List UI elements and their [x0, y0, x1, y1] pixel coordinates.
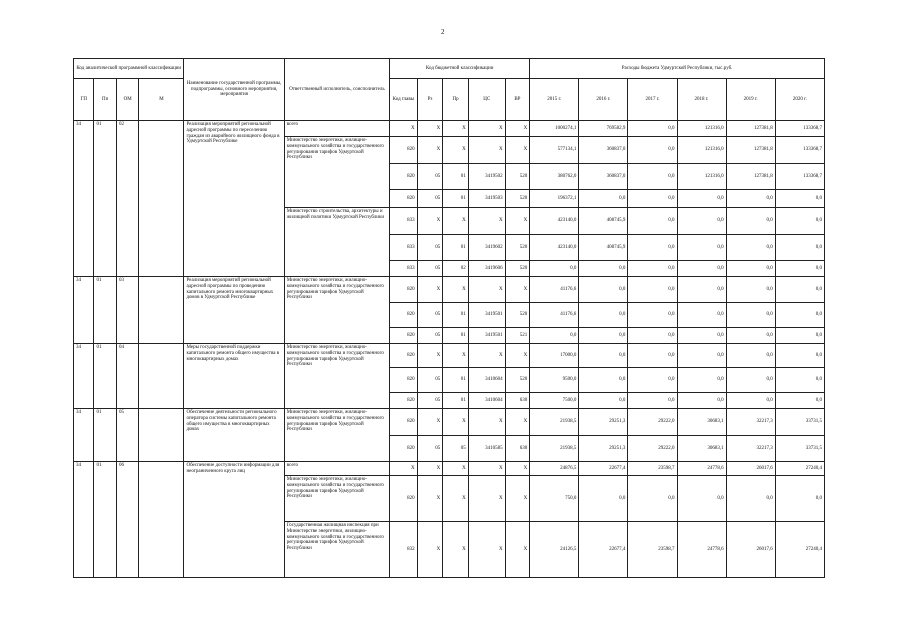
cell-amount-2018: 0,0: [677, 235, 726, 261]
code-m: [139, 462, 184, 578]
cell-cs: 3410604: [468, 393, 505, 409]
cell-amount-2016: 0,0: [579, 476, 628, 522]
cell-amount-2018: 121316,0: [677, 137, 726, 164]
cell-vr: X: [505, 476, 530, 522]
cell-amount-2019: 0,0: [726, 190, 775, 208]
cell-amount-2017: 0,0: [628, 137, 677, 164]
cell-amount-2017: 0,0: [628, 121, 677, 137]
cell-amount-2019: 0,0: [726, 476, 775, 522]
cell-cs: 3419501: [468, 303, 505, 328]
code-pp: 01: [94, 121, 117, 277]
code-gp: 34: [74, 277, 94, 344]
cell-amount-2017: 0,0: [628, 261, 677, 277]
code-pp: 01: [94, 277, 117, 344]
cell-amount-2018: 24778,6: [677, 522, 726, 578]
cell-cs: 3419503: [468, 190, 505, 208]
cell-pr: 05: [443, 436, 469, 462]
responsible-executor: Министерство энергетики, жилищно-коммунального хозяйства и государственного регулирования тарифов Удмуртской Республики: [284, 476, 389, 522]
cell-amount-2018: 30683,1: [677, 436, 726, 462]
cell-kod-glavy: 820: [390, 277, 418, 303]
cell-amount-2017: 29222,0: [628, 409, 677, 436]
cell-amount-2020: 133368,7: [775, 121, 824, 137]
cell-vr: 520: [505, 190, 530, 208]
cell-amount-2015: 0,0: [530, 328, 579, 344]
responsible-executor: Министерство энергетики, жилищно-коммунального хозяйства и государственного регулирования тарифов Удмуртской Республики: [284, 137, 389, 208]
code-m: [139, 121, 184, 277]
responsible-executor: Министерство строительства, архитектуры и жилищной политики Удмуртской Республики: [284, 208, 389, 277]
cell-amount-2015: 380762,0: [530, 164, 579, 190]
cell-amount-2020: 0,0: [775, 328, 824, 344]
cell-rz: X: [417, 476, 443, 522]
cell-amount-2018: 24778,6: [677, 462, 726, 476]
header-program-name: Наименование государственной программы, подпрограммы, основного мероприятия, мероприятия: [184, 59, 284, 121]
responsible-executor: Министерство энергетики, жилищно-коммунального хозяйства и государственного регулирования тарифов Удмуртской Республики: [284, 409, 389, 462]
cell-kod-glavy: 820: [390, 137, 418, 164]
code-gp: 34: [74, 462, 94, 578]
program-name: Реализация мероприятий региональной адресной программы по проведению капитального ремонта многоквартирных домов в Удмуртской Республике: [184, 277, 284, 344]
cell-amount-2015: 9500,0: [530, 368, 579, 393]
cell-amount-2018: 0,0: [677, 277, 726, 303]
cell-pr: 01: [443, 393, 469, 409]
header-col-m: М: [139, 79, 184, 121]
code-gp: 34: [74, 344, 94, 409]
cell-rz: X: [417, 462, 443, 476]
cell-amount-2016: 22677,4: [579, 462, 628, 476]
cell-kod-glavy: 820: [390, 190, 418, 208]
header-analytic-code: Код аналитической программной классификации: [74, 59, 184, 79]
cell-kod-glavy: 820: [390, 476, 418, 522]
cell-amount-2015: 423140,0: [530, 208, 579, 235]
cell-rz: 05: [417, 368, 443, 393]
cell-amount-2017: 0,0: [628, 164, 677, 190]
cell-rz: X: [417, 344, 443, 368]
cell-amount-2016: 360837,0: [579, 137, 628, 164]
cell-rz: 05: [417, 235, 443, 261]
cell-vr: X: [505, 522, 530, 578]
cell-amount-2020: 133368,7: [775, 164, 824, 190]
page-number: 2: [441, 28, 445, 36]
cell-amount-2020: 0,0: [775, 235, 824, 261]
cell-rz: X: [417, 121, 443, 137]
cell-amount-2019: 0,0: [726, 235, 775, 261]
cell-amount-2016: 0,0: [579, 393, 628, 409]
cell-kod-glavy: 833: [390, 261, 418, 277]
cell-amount-2015: 24126,5: [530, 522, 579, 578]
cell-cs: X: [468, 121, 505, 137]
cell-pr: X: [443, 121, 469, 137]
cell-amount-2015: 21938,5: [530, 436, 579, 462]
header-expenses: Расходы бюджета Удмуртской Республики, тыс.руб.: [530, 59, 825, 79]
cell-amount-2020: 133368,7: [775, 137, 824, 164]
cell-amount-2019: 0,0: [726, 208, 775, 235]
cell-amount-2020: 0,0: [775, 393, 824, 409]
cell-rz: X: [417, 409, 443, 436]
program-name: Обеспечение деятельности регионального оператора системы капитального ремонта общего имущества в многоквартирных домах: [184, 409, 284, 462]
program-name: Обеспечение доступности информации для неограниченного круга лиц: [184, 462, 284, 578]
header-col-pr: Пр: [443, 79, 469, 121]
cell-amount-2018: 0,0: [677, 328, 726, 344]
header-col-gp: ГП: [74, 79, 94, 121]
cell-amount-2020: 0,0: [775, 208, 824, 235]
cell-cs: 3410585: [468, 436, 505, 462]
cell-amount-2015: 196372,1: [530, 190, 579, 208]
cell-amount-2016: 22677,4: [579, 522, 628, 578]
responsible-executor: всего: [284, 462, 389, 476]
cell-kod-glavy: 820: [390, 409, 418, 436]
cell-amount-2015: 1000274,1: [530, 121, 579, 137]
cell-amount-2018: 0,0: [677, 190, 726, 208]
code-om: 05: [116, 409, 139, 462]
cell-vr: X: [505, 208, 530, 235]
cell-cs: X: [468, 277, 505, 303]
cell-amount-2016: 0,0: [579, 328, 628, 344]
responsible-executor: Государственная жилищная инспекция при Министерстве энергетики, жилищно-коммунального хозяйства и государственного регулирования тарифов Удмуртской Республики: [284, 522, 389, 578]
cell-amount-2018: 0,0: [677, 476, 726, 522]
cell-amount-2019: 0,0: [726, 368, 775, 393]
cell-amount-2017: 0,0: [628, 344, 677, 368]
cell-amount-2020: 33731,5: [775, 409, 824, 436]
cell-vr: X: [505, 344, 530, 368]
cell-rz: 05: [417, 164, 443, 190]
cell-amount-2019: 127381,8: [726, 137, 775, 164]
budget-table: [73, 58, 825, 578]
cell-amount-2015: 41176,6: [530, 303, 579, 328]
cell-cs: X: [468, 208, 505, 235]
cell-amount-2019: 0,0: [726, 344, 775, 368]
cell-cs: X: [468, 462, 505, 476]
responsible-executor: Министерство энергетики, жилищно-коммунального хозяйства и государственного регулирования тарифов Удмуртской Республики: [284, 277, 389, 344]
cell-amount-2020: 0,0: [775, 261, 824, 277]
header-col-2018: 2018 г.: [677, 79, 726, 121]
cell-amount-2019: 0,0: [726, 261, 775, 277]
cell-amount-2018: 0,0: [677, 208, 726, 235]
cell-amount-2015: 41176,6: [530, 277, 579, 303]
cell-amount-2017: 0,0: [628, 190, 677, 208]
cell-kod-glavy: X: [390, 121, 418, 137]
cell-pr: X: [443, 208, 469, 235]
header-col-2019: 2019 г.: [726, 79, 775, 121]
cell-pr: 02: [443, 261, 469, 277]
cell-amount-2017: 0,0: [628, 393, 677, 409]
cell-vr: X: [505, 277, 530, 303]
cell-amount-2019: 32217,3: [726, 409, 775, 436]
cell-kod-glavy: 820: [390, 328, 418, 344]
cell-vr: X: [505, 409, 530, 436]
cell-vr: 630: [505, 436, 530, 462]
cell-amount-2016: 0,0: [579, 277, 628, 303]
cell-amount-2016: 408745,9: [579, 208, 628, 235]
cell-pr: 01: [443, 303, 469, 328]
table-row: [74, 409, 825, 436]
cell-amount-2016: 0,0: [579, 190, 628, 208]
cell-vr: X: [505, 137, 530, 164]
cell-amount-2017: 0,0: [628, 328, 677, 344]
code-om: 03: [116, 277, 139, 344]
cell-pr: X: [443, 476, 469, 522]
header-col-2016: 2016 г.: [579, 79, 628, 121]
cell-amount-2019: 26017,6: [726, 462, 775, 476]
cell-vr: X: [505, 462, 530, 476]
cell-amount-2020: 0,0: [775, 190, 824, 208]
code-om: 06: [116, 462, 139, 578]
code-m: [139, 409, 184, 462]
cell-rz: X: [417, 522, 443, 578]
cell-rz: 05: [417, 436, 443, 462]
cell-pr: 01: [443, 164, 469, 190]
code-m: [139, 344, 184, 409]
cell-cs: X: [468, 344, 505, 368]
cell-vr: X: [505, 121, 530, 137]
cell-amount-2020: 33731,5: [775, 436, 824, 462]
cell-pr: 01: [443, 235, 469, 261]
header-col-pp: Пп: [94, 79, 117, 121]
header-col-cs: ЦС: [468, 79, 505, 121]
cell-amount-2016: 408745,9: [579, 235, 628, 261]
cell-pr: X: [443, 344, 469, 368]
cell-amount-2016: 0,0: [579, 261, 628, 277]
cell-amount-2018: 0,0: [677, 344, 726, 368]
code-gp: 34: [74, 409, 94, 462]
cell-amount-2020: 27240,4: [775, 522, 824, 578]
cell-amount-2019: 0,0: [726, 393, 775, 409]
cell-vr: 630: [505, 393, 530, 409]
cell-amount-2015: 17000,0: [530, 344, 579, 368]
table-row: [74, 462, 825, 476]
header-col-2015: 2015 г.: [530, 79, 579, 121]
cell-amount-2018: 0,0: [677, 393, 726, 409]
cell-amount-2017: 0,0: [628, 303, 677, 328]
code-pp: 01: [94, 462, 117, 578]
cell-amount-2019: 127381,8: [726, 121, 775, 137]
responsible-executor: всего: [284, 121, 389, 137]
table-header: [74, 59, 825, 121]
cell-pr: X: [443, 277, 469, 303]
cell-amount-2020: 0,0: [775, 344, 824, 368]
cell-cs: 3419501: [468, 328, 505, 344]
code-pp: 01: [94, 409, 117, 462]
cell-amount-2018: 121316,0: [677, 164, 726, 190]
cell-rz: X: [417, 277, 443, 303]
cell-pr: 01: [443, 190, 469, 208]
cell-vr: 520: [505, 303, 530, 328]
cell-vr: 520: [505, 261, 530, 277]
cell-amount-2020: 0,0: [775, 368, 824, 393]
code-om: 04: [116, 344, 139, 409]
table-row: [74, 121, 825, 137]
cell-rz: 05: [417, 328, 443, 344]
cell-amount-2019: 32217,3: [726, 436, 775, 462]
table-row: [74, 277, 825, 303]
cell-rz: 05: [417, 393, 443, 409]
cell-kod-glavy: 820: [390, 164, 418, 190]
cell-cs: 3410604: [468, 368, 505, 393]
cell-amount-2016: 0,0: [579, 344, 628, 368]
cell-amount-2016: 29251,3: [579, 409, 628, 436]
header-budget-class: Код бюджетной классификации: [390, 59, 530, 79]
cell-amount-2019: 0,0: [726, 303, 775, 328]
cell-cs: X: [468, 522, 505, 578]
cell-kod-glavy: 833: [390, 208, 418, 235]
cell-amount-2016: 769582,9: [579, 121, 628, 137]
responsible-executor: Министерство энергетики, жилищно-коммунального хозяйства и государственного регулирования тарифов Удмуртской Республики: [284, 344, 389, 409]
cell-vr: 520: [505, 235, 530, 261]
header-col-2020: 2020 г.: [775, 79, 824, 121]
cell-amount-2016: 0,0: [579, 368, 628, 393]
cell-amount-2017: 0,0: [628, 208, 677, 235]
cell-amount-2017: 0,0: [628, 368, 677, 393]
header-col-2017: 2017 г.: [628, 79, 677, 121]
cell-amount-2018: 0,0: [677, 303, 726, 328]
cell-cs: 3419502: [468, 164, 505, 190]
cell-kod-glavy: 820: [390, 303, 418, 328]
cell-amount-2018: 0,0: [677, 261, 726, 277]
cell-vr: 520: [505, 368, 530, 393]
cell-kod-glavy: X: [390, 462, 418, 476]
cell-amount-2018: 0,0: [677, 368, 726, 393]
cell-amount-2016: 29251,3: [579, 436, 628, 462]
cell-amount-2020: 0,0: [775, 303, 824, 328]
cell-kod-glavy: 820: [390, 344, 418, 368]
code-gp: 34: [74, 121, 94, 277]
table-row: [74, 344, 825, 368]
code-m: [139, 277, 184, 344]
header-col-vr: ВР: [505, 79, 530, 121]
cell-amount-2015: 21938,5: [530, 409, 579, 436]
cell-amount-2016: 0,0: [579, 303, 628, 328]
cell-kod-glavy: 820: [390, 436, 418, 462]
program-name: Реализация мероприятий региональной адресной программы по переселению граждан из аварийного жилищного фонда в Удмуртской Республике: [184, 121, 284, 277]
cell-rz: X: [417, 208, 443, 235]
cell-amount-2017: 29222,0: [628, 436, 677, 462]
cell-amount-2020: 0,0: [775, 277, 824, 303]
cell-amount-2018: 30683,1: [677, 409, 726, 436]
cell-amount-2017: 0,0: [628, 277, 677, 303]
cell-amount-2015: 750,0: [530, 476, 579, 522]
cell-amount-2015: 577134,1: [530, 137, 579, 164]
header-col-om: ОМ: [116, 79, 139, 121]
cell-pr: X: [443, 137, 469, 164]
cell-amount-2019: 0,0: [726, 277, 775, 303]
cell-pr: 01: [443, 368, 469, 393]
cell-kod-glavy: 833: [390, 235, 418, 261]
cell-amount-2015: 423140,0: [530, 235, 579, 261]
code-pp: 01: [94, 344, 117, 409]
header-col-rz: Рз: [417, 79, 443, 121]
header-responsible: Ответственный исполнитель, соисполнитель: [284, 59, 389, 121]
cell-pr: X: [443, 522, 469, 578]
cell-vr: 521: [505, 328, 530, 344]
cell-rz: X: [417, 137, 443, 164]
cell-pr: 01: [443, 328, 469, 344]
cell-amount-2019: 0,0: [726, 328, 775, 344]
cell-amount-2017: 0,0: [628, 235, 677, 261]
cell-pr: X: [443, 409, 469, 436]
cell-amount-2017: 23598,7: [628, 462, 677, 476]
header-col-kod-glavy: Код главы: [390, 79, 418, 121]
cell-amount-2019: 26017,6: [726, 522, 775, 578]
cell-pr: X: [443, 462, 469, 476]
cell-kod-glavy: 820: [390, 393, 418, 409]
cell-cs: X: [468, 137, 505, 164]
cell-amount-2019: 127381,8: [726, 164, 775, 190]
cell-amount-2015: 7500,0: [530, 393, 579, 409]
cell-kod-glavy: 832: [390, 522, 418, 578]
cell-amount-2018: 121316,0: [677, 121, 726, 137]
cell-amount-2016: 360837,0: [579, 164, 628, 190]
cell-cs: X: [468, 409, 505, 436]
table-body: [74, 121, 825, 578]
cell-vr: 520: [505, 164, 530, 190]
cell-kod-glavy: 820: [390, 368, 418, 393]
cell-rz: 05: [417, 190, 443, 208]
cell-cs: X: [468, 476, 505, 522]
cell-amount-2015: 24876,5: [530, 462, 579, 476]
code-om: 02: [116, 121, 139, 277]
cell-amount-2020: 0,0: [775, 476, 824, 522]
cell-rz: 05: [417, 261, 443, 277]
cell-amount-2020: 27240,4: [775, 462, 824, 476]
cell-amount-2017: 23598,7: [628, 522, 677, 578]
cell-cs: 3419606: [468, 261, 505, 277]
cell-amount-2017: 0,0: [628, 476, 677, 522]
cell-cs: 3419602: [468, 235, 505, 261]
cell-amount-2015: 0,0: [530, 261, 579, 277]
cell-rz: 05: [417, 303, 443, 328]
program-name: Меры государственной поддержки капитального ремонта общего имущества в многоквартирных домах: [184, 344, 284, 409]
